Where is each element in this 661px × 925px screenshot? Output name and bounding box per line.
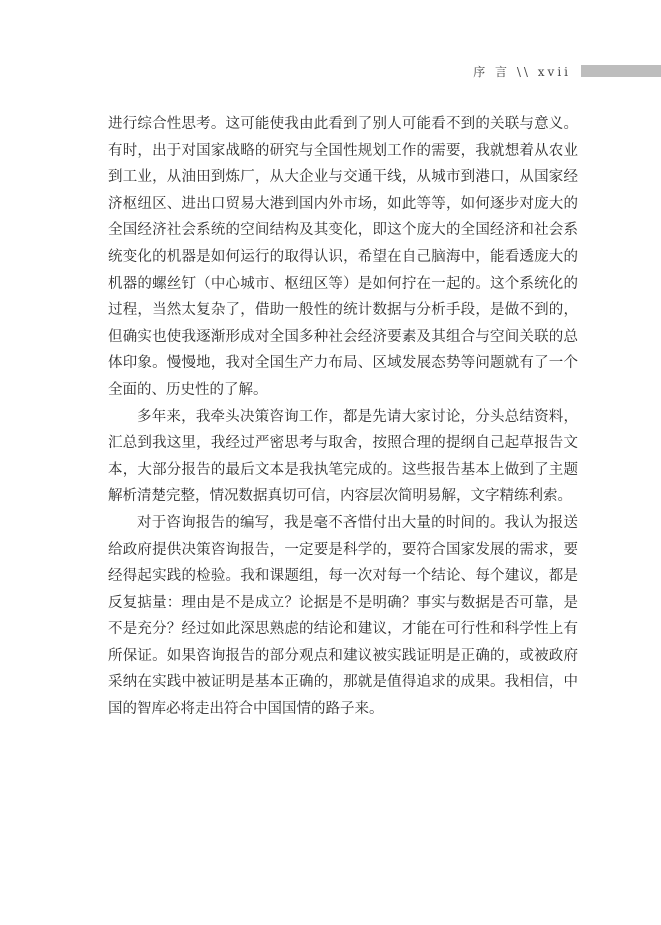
page-body	[108, 111, 578, 723]
section-title: 序 言	[473, 64, 511, 79]
paragraph-consulting-work: 多年来，我牵头决策咨询工作，都是先请大家讨论，分头总结资料，汇总到我这里，我经过严密思考与取舍，按照合理的提纲自己起草报告文本，大部分报告的最后文本是我执笔完成的。这些报告基本上做到了主题解析清楚完整，情况数据真切可信，内容层次简明易解，文字精练利索。	[108, 408, 578, 505]
paragraph-report-writing: 对于咨询报告的编写，我是毫不吝惜付出大量的时间的。我认为报送给政府提供决策咨询报告，一定要是科学的，要符合国家发展的需求，要经得起实践的检验。我和课题组，每一次对每一个结论、每个建议，都是反复掂量：理由是不是成立？论据是不是明确？事实与数据是否可靠，是不是充分？经过如此深思熟虑的结论和建议，才能在可行性和科学性上有所保证。如果咨询报告的部分观点和建议被实践证明是正确的，或被政府采纳在实践中被证明是基本正确的，那就是值得追求的成果。我相信，中国的智库必将走出符合中国国情的路子来。	[108, 514, 578, 718]
running-header	[473, 64, 661, 78]
running-header-text	[473, 63, 571, 80]
header-bar	[581, 65, 661, 77]
paragraph-continuation: 进行综合性思考。这可能使我由此看到了别人可能看不到的关联与意义。有时，出于对国家战略的研究与全国性规划工作的需要，我就想着从农业到工业，从油田到炼厂，从大企业与交通干线，从城市到港口，从国家经济枢纽区、进出口贸易大港到国内外市场，如此等等，如何逐步对庞大的全国经济社会系统的空间结构及其变化，即这个庞大的全国经济和社会系统变化的机器是如何运行的取得认识，希望在自己脑海中，能看透庞大的机器的螺丝钉（中心城市、枢纽区等）是如何拧在一起的。这个系统化的过程，当然太复杂了，借助一般性的统计数据与分析手段，是做不到的，但确实也使我逐渐形成对全国多种社会经济要素及其组合与空间关联的总体印象。慢慢地，我对全国生产力布局、区域发展态势等问题就有了一个全面的、历史性的了解。	[108, 116, 578, 398]
page-number: xvii	[537, 64, 571, 79]
header-separator: \\	[516, 64, 531, 79]
